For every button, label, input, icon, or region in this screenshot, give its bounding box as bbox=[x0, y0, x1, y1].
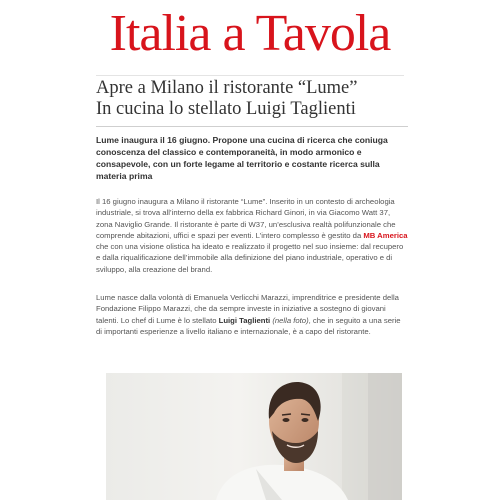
chef-name: Luigi Taglienti bbox=[218, 315, 271, 325]
photo-caption-note: (nella foto) bbox=[270, 315, 309, 325]
headline-line-2: In cucina lo stellato Luigi Taglienti bbox=[96, 99, 356, 119]
article-headline bbox=[96, 78, 408, 127]
site-logo[interactable]: Italia a Tavola bbox=[109, 5, 391, 62]
article-body bbox=[96, 78, 408, 337]
paragraph-1-text-b: che con una visione olistica ha ideato e realizzato il progetto nel suo insieme: dal recupero e dalla riqualificazione dell’immobile alla definizione del piano industriale, operativo e di sviluppo, alla creazione del brand. bbox=[96, 242, 404, 274]
article-paragraph-1 bbox=[96, 196, 408, 275]
header-divider bbox=[96, 75, 404, 76]
paragraph-1-text-a: Il 16 giugno inaugura a Milano il ristorante “Lume”. Inserito in un contesto di archeologia industriale, si trova all’interno della ex fabbrica Richard Ginori, in via Giacomo Watt 37, zona Naviglio Grande. Il ristorante è parte di W37, un’esclusiva realtà polifunzionale che comprende abitazioni, uffici e spazi per eventi. L’intero complesso è gestito da bbox=[96, 197, 396, 240]
paragraph-2-text-a: Lume nasce dalla volontà di Emanuela Verlicchi Marazzi, imprenditrice e presidente della Fondazione Filippo Marazzi, che da sempre investe in iniziative a sostegno di giovani talenti. Lo chef di Lume è lo stellato bbox=[96, 293, 399, 325]
article-paragraph-2 bbox=[96, 292, 408, 337]
paragraph-2-text-b: , che in seguito a una serie di importanti esperienze a livello italiano e internazionale, è a capo del ristorante. bbox=[96, 315, 401, 336]
chef-portrait-image bbox=[106, 373, 402, 500]
article-lead: Lume inaugura il 16 giugno. Propone una cucina di ricerca che coniuga conoscenza del classico e contemporaneità, in modo armonico e consapevole, con un forte legame al territorio e costante ricerca sulla materia prima bbox=[96, 135, 388, 181]
chef-photo bbox=[106, 373, 402, 500]
mb-america-link[interactable]: MB America bbox=[363, 230, 408, 240]
headline-line-1: Apre a Milano il ristorante “Lume” bbox=[96, 78, 358, 98]
